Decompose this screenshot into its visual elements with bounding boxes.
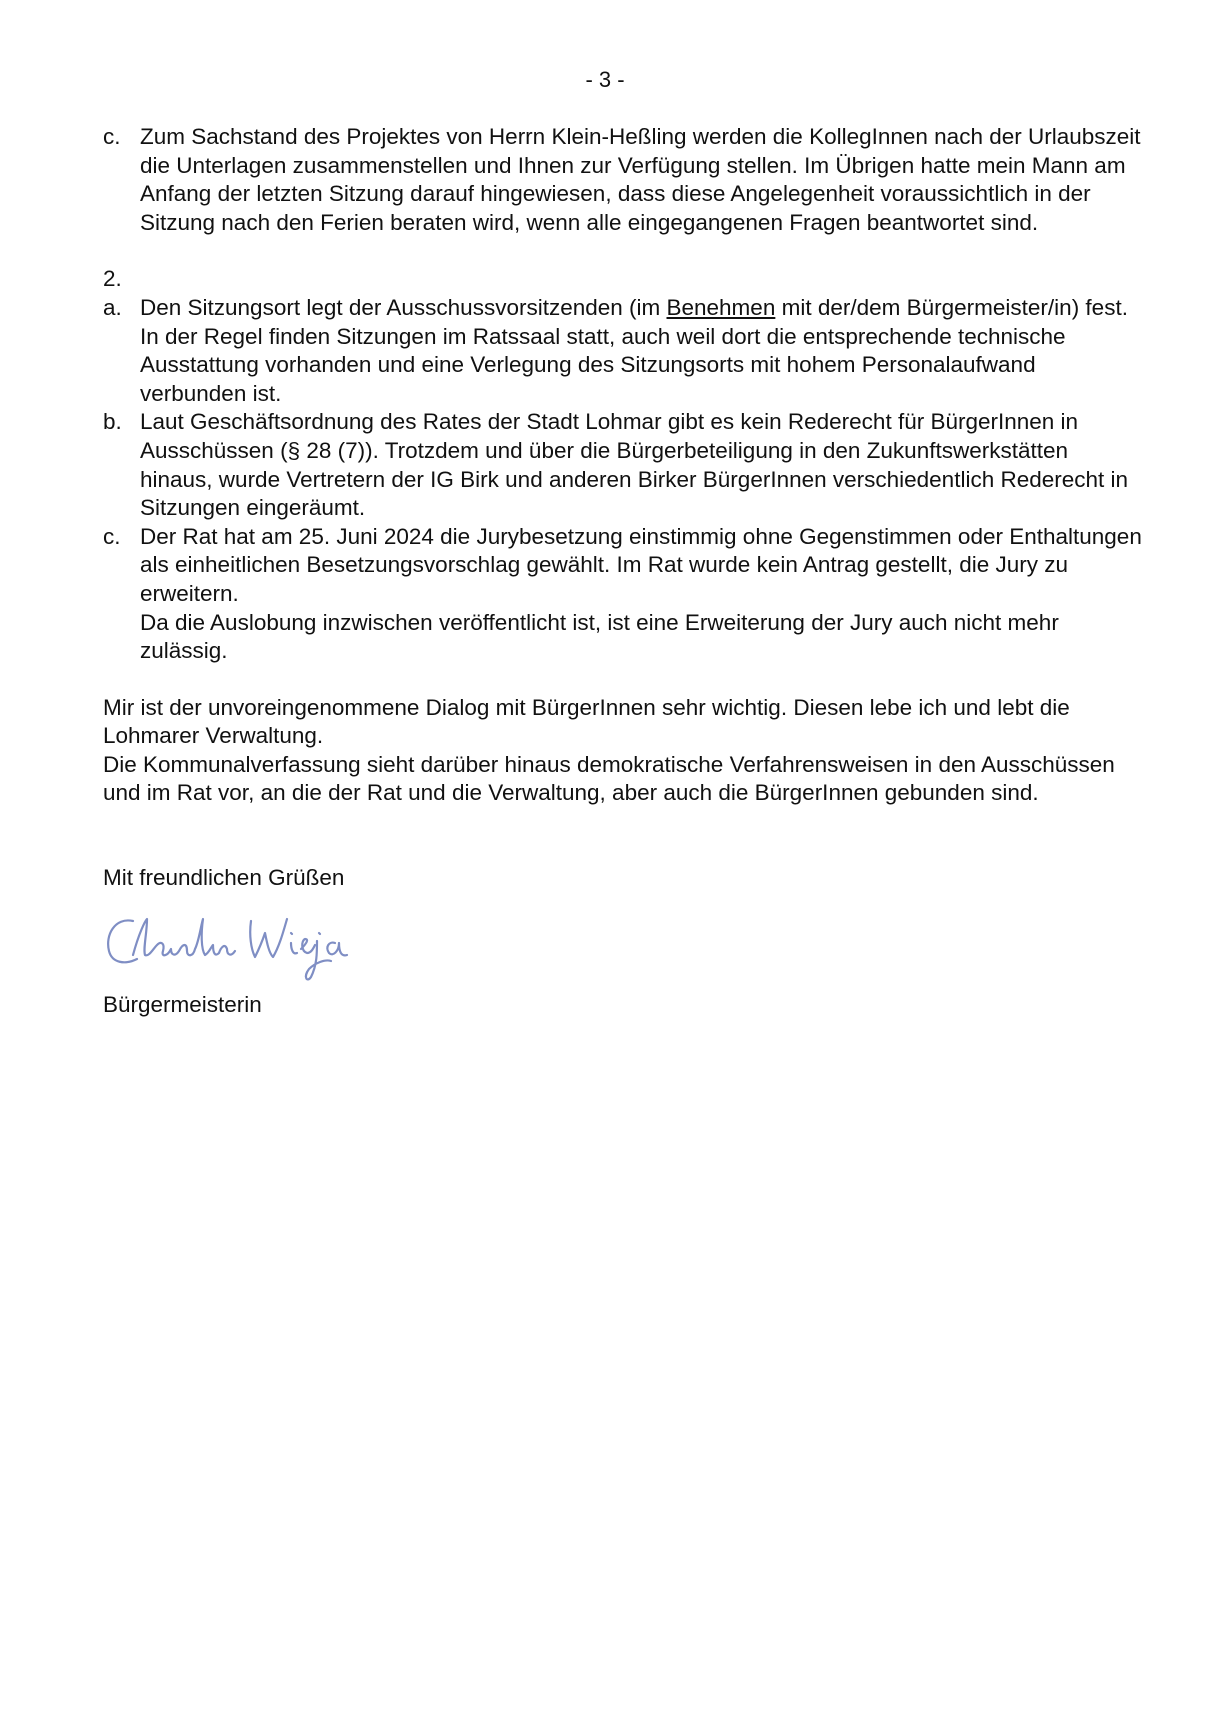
closing-line: Mir ist der unvoreingenommene Dialog mit BürgerInnen sehr wichtig. Diesen lebe ich und lebt die Lohmarer Verwaltung. (103, 694, 1070, 749)
list-item-2b (103, 408, 1143, 522)
list-item-text: Da die Auslobung inzwischen veröffentlicht ist, ist eine Erweiterung der Jury auch nicht mehr zulässig. (140, 609, 1059, 664)
text-segment: Den Sitzungsort legt der Ausschussvorsitzenden (im (140, 294, 667, 320)
text-segment: mit der/dem Bürgermeister/in) fest. In der Regel finden Sitzungen im Ratssaal statt, auch weil dort die entsprechende technische Ausstattung vorhanden und eine Verlegung des Sitzungsorts mit hohem Personalaufwand verbunden ist. (140, 294, 1128, 406)
greeting: Mit freundlichen Grüßen (103, 865, 345, 891)
list-marker: a. (103, 294, 122, 320)
page-number: - 3 - (585, 67, 625, 92)
closing-paragraph (103, 694, 1143, 808)
list-item-text: Zum Sachstand des Projektes von Herrn Klein-Heßling werden die KollegInnen nach der Urlaubszeit die Unterlagen zusammenstellen und Ihnen zur Verfügung stellen. Im Übrigen hatte mein Mann am Anfang der letzten Sitzung darauf hingewiesen, dass diese Angelegenheit voraussichtlich in der Sitzung nach den Ferien beraten wird, wenn alle eingegangenen Fragen beantwortet sind. (140, 124, 1141, 235)
list-marker: c. (103, 523, 121, 549)
list-marker: c. (103, 124, 121, 149)
list-item-text: Laut Geschäftsordnung des Rates der Stadt Lohmar gibt es kein Rederecht für BürgerInnen in Ausschüssen (§ 28 (7)). Trotzdem und über die Bürgerbeteiligung in den Zukunftswerkstätten hinaus, wurde Vertretern der IG Birk und anderen Birker BürgerInnen verschiedentlich Rederecht in Sitzungen eingeräumt. (140, 409, 1129, 521)
list-item-1c (103, 123, 1143, 237)
letter-body (103, 123, 1143, 1019)
section-number: 2. (103, 266, 122, 292)
list-marker: b. (103, 409, 122, 435)
handwritten-signature (103, 903, 363, 989)
list-item-2a (103, 294, 1143, 408)
list-item-2c (103, 523, 1143, 666)
underlined-term: Benehmen (666, 294, 776, 320)
signer-title: Bürgermeisterin (103, 991, 262, 1017)
list-item-text: Der Rat hat am 25. Juni 2024 die Jurybesetzung einstimmig ohne Gegenstimmen oder Enthaltungen als einheitlichen Besetzungsvorschlag gewählt. Im Rat wurde kein Antrag gestellt, die Jury zu erweitern. (140, 523, 1142, 606)
list-item-text (140, 294, 1143, 408)
closing-line: Die Kommunalverfassung sieht darüber hinaus demokratische Verfahrensweisen in den Ausschüssen und im Rat vor, an die der Rat und die Verwaltung, aber auch die BürgerInnen gebunden sind. (103, 751, 1115, 806)
